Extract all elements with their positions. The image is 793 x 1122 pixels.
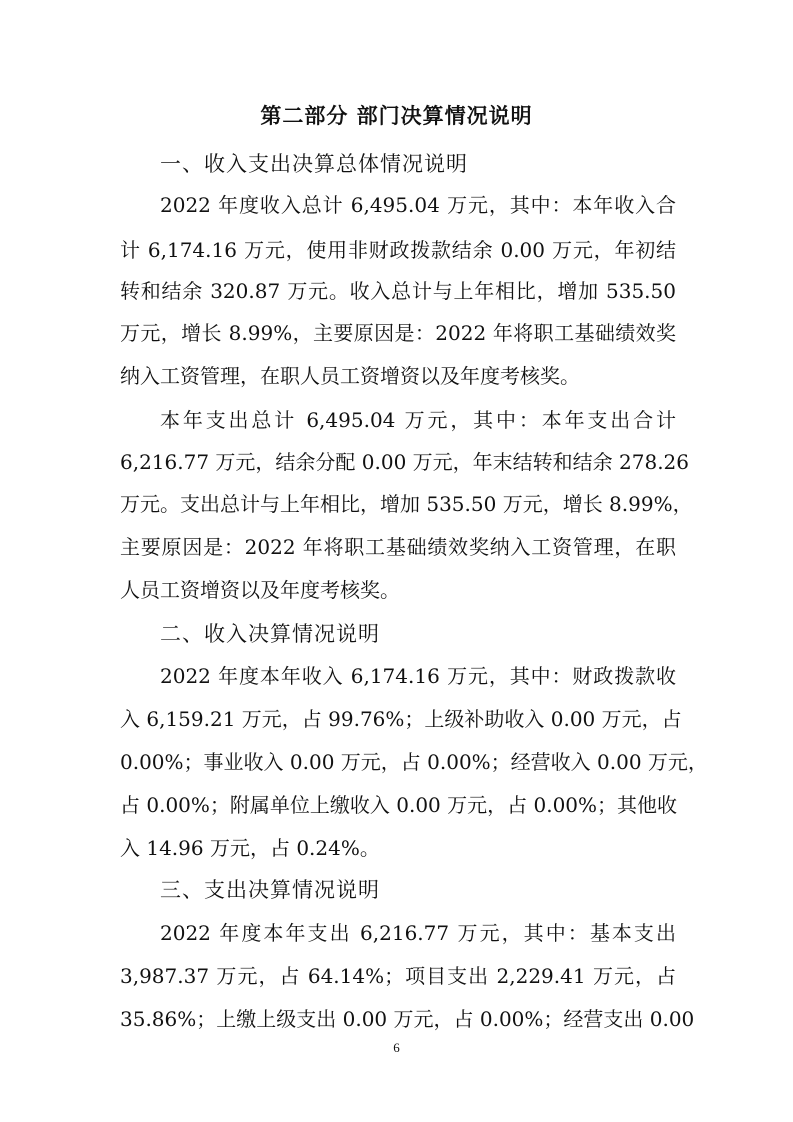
paragraph-line: 本年支出总计 6,495.04 万元，其中：本年支出合计 [160, 408, 676, 432]
paragraph-line: 2022 年度本年收入 6,174.16 万元，其中：财政拨款收 [160, 664, 676, 688]
paragraph-line: 人员工资增资以及年度考核奖。 [120, 578, 400, 602]
section-heading-3: 三、支出决算情况说明 [160, 878, 380, 902]
paragraph-line: 万元。支出总计与上年相比，增加 535.50 万元，增长 8.99%， [120, 492, 693, 516]
paragraph-line: 2022 年度本年支出 6,216.77 万元，其中：基本支出 [160, 921, 676, 945]
paragraph-line: 35.86%；上缴上级支出 0.00 万元，占 0.00%；经营支出 0.00 [120, 1007, 695, 1031]
paragraph-line: 纳入工资管理，在职人员工资增资以及年度考核奖。 [120, 364, 580, 388]
section-heading-1: 一、收入支出决算总体情况说明 [160, 152, 468, 176]
paragraph-line: 0.00%；事业收入 0.00 万元，占 0.00%；经营收入 0.00 万元， [120, 750, 708, 774]
page-number: 6 [393, 1040, 400, 1055]
paragraph-line: 计 6,174.16 万元，使用非财政拨款结余 0.00 万元，年初结 [120, 238, 676, 262]
paragraph-line: 3,987.37 万元，占 64.14%；项目支出 2,229.41 万元，占 [120, 964, 676, 988]
paragraph-line: 万元，增长 8.99%，主要原因是：2022 年将职工基础绩效奖 [120, 321, 676, 345]
paragraph-line: 占 0.00%；附属单位上缴收入 0.00 万元，占 0.00%；其他收 [120, 793, 678, 817]
paragraph-line: 入 14.96 万元，占 0.24%。 [120, 836, 380, 860]
paragraph-line: 入 6,159.21 万元，占 99.76%；上级补助收入 0.00 万元，占 [120, 707, 682, 731]
section-heading-2: 二、收入决算情况说明 [160, 622, 380, 646]
paragraph-line: 2022 年度收入总计 6,495.04 万元，其中：本年收入合 [160, 193, 676, 217]
paragraph-line: 6,216.77 万元，结余分配 0.00 万元，年末结转和结余 278.26 [120, 450, 690, 474]
paragraph-line: 转和结余 320.87 万元。收入总计与上年相比，增加 535.50 [120, 279, 676, 303]
paragraph-line: 主要原因是：2022 年将职工基础绩效奖纳入工资管理，在职 [120, 535, 676, 559]
page-title: 第二部分 部门决算情况说明 [260, 104, 533, 128]
